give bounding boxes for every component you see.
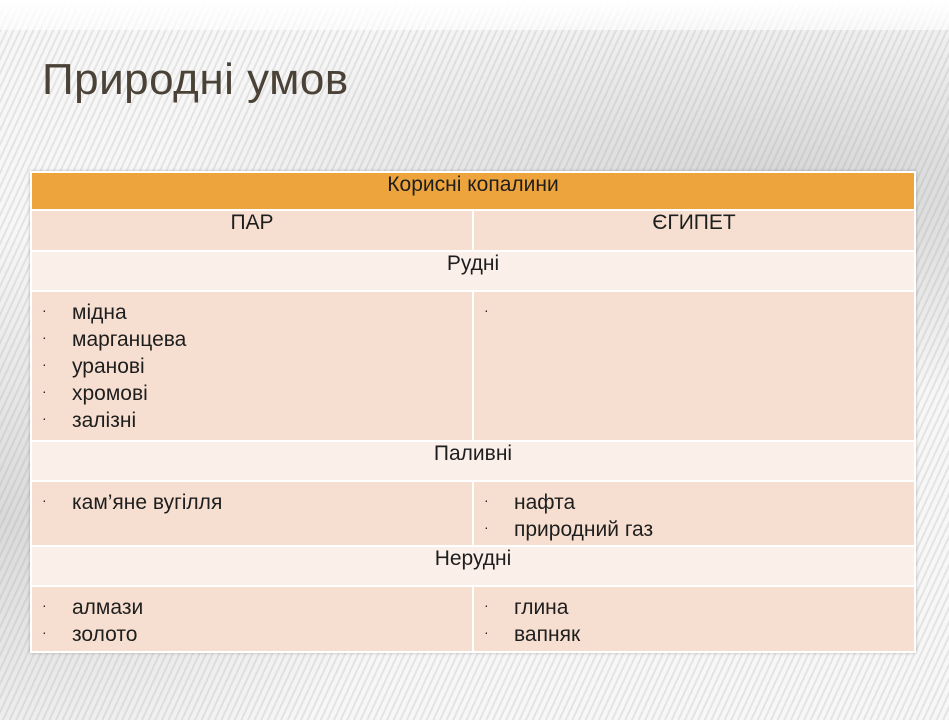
list-item-text: мідна xyxy=(72,301,127,324)
list-item-text: уранові xyxy=(72,355,145,378)
table-header-row xyxy=(31,172,915,210)
list-item xyxy=(42,380,472,407)
list-item-text: золото xyxy=(72,623,138,646)
bullet-icon: · xyxy=(484,624,489,640)
column-par: ПАР xyxy=(31,210,473,251)
list-item xyxy=(42,594,472,621)
column-egypt: ЄГИПЕТ xyxy=(473,210,915,251)
bullet-icon: · xyxy=(42,302,47,318)
egypt-cell xyxy=(473,291,915,441)
list-item-text: хромові xyxy=(72,382,148,405)
section-row-ores xyxy=(31,251,915,291)
section-row-fuel xyxy=(31,441,915,481)
egypt-list xyxy=(474,292,914,326)
list-item xyxy=(484,516,914,543)
bullet-icon: · xyxy=(42,624,47,640)
list-item-text: марганцева xyxy=(72,328,187,351)
bullet-icon: · xyxy=(42,356,47,372)
bullet-icon: · xyxy=(484,492,489,508)
section-title: Паливні xyxy=(31,441,915,481)
section-title: Нерудні xyxy=(31,546,915,586)
section-title: Рудні xyxy=(31,251,915,291)
list-item-text: алмази xyxy=(72,596,144,619)
egypt-list xyxy=(474,482,914,543)
bullet-icon: · xyxy=(42,597,47,613)
list-item-text: глина xyxy=(514,596,569,619)
list-item xyxy=(484,299,914,326)
slide-title: Природні умов xyxy=(42,55,349,104)
list-item xyxy=(42,621,472,648)
bullet-icon: · xyxy=(484,597,489,613)
section-items-ores xyxy=(31,291,915,441)
bullet-icon: · xyxy=(42,410,47,426)
egypt-cell xyxy=(473,586,915,652)
countries-row xyxy=(31,210,915,251)
list-item xyxy=(484,621,914,648)
list-item xyxy=(484,594,914,621)
section-items-fuel xyxy=(31,481,915,546)
par-cell xyxy=(31,586,473,652)
list-item xyxy=(484,489,914,516)
par-list xyxy=(32,587,472,648)
list-item xyxy=(42,299,472,326)
section-items-nonmetal xyxy=(31,586,915,652)
bullet-icon: · xyxy=(484,302,489,318)
par-cell xyxy=(31,291,473,441)
par-cell xyxy=(31,481,473,546)
slide-background-top xyxy=(0,0,949,30)
list-item-text: вапняк xyxy=(514,623,581,646)
section-row-nonmetal xyxy=(31,546,915,586)
list-item-text: кам’яне вугілля xyxy=(72,491,223,514)
bullet-icon: · xyxy=(42,383,47,399)
bullet-icon: · xyxy=(42,329,47,345)
list-item-text: природний газ xyxy=(514,518,654,541)
bullet-icon: · xyxy=(42,492,47,508)
par-list xyxy=(32,292,472,434)
list-item xyxy=(42,326,472,353)
minerals-table xyxy=(30,171,916,653)
par-list xyxy=(32,482,472,516)
list-item-text: нафта xyxy=(514,491,576,514)
egypt-cell xyxy=(473,481,915,546)
egypt-list xyxy=(474,587,914,648)
list-item xyxy=(42,353,472,380)
table-header: Корисні копалини xyxy=(31,172,915,210)
list-item xyxy=(42,407,472,434)
list-item xyxy=(42,489,472,516)
bullet-icon: · xyxy=(484,519,489,535)
list-item-text: залізні xyxy=(72,409,137,432)
